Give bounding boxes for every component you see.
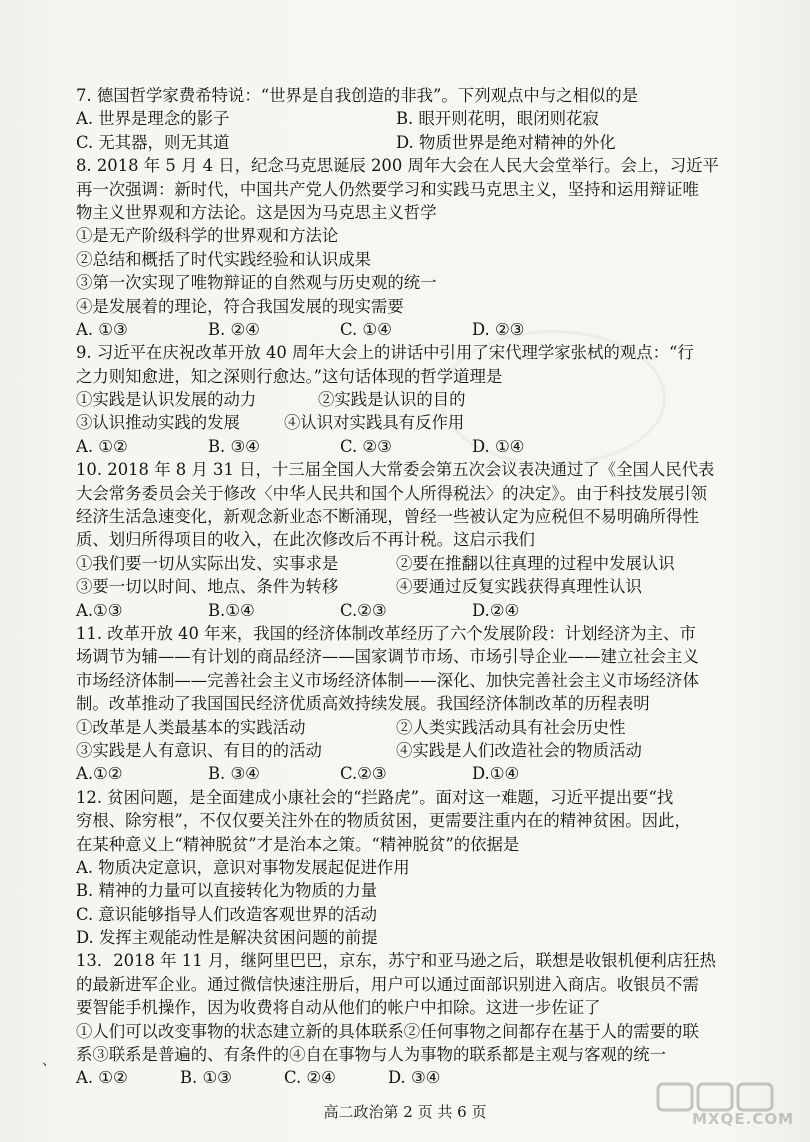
- q8-item-1: ①是无产阶级科学的世界观和方法论: [76, 226, 339, 246]
- q9-option-b: B. ③④: [208, 436, 260, 456]
- q11-stem-line-3: 市场经济体制——完善社会主义市场经济体制——深化、加快完善社会主义市场经济体: [76, 670, 699, 690]
- q9-item-3: ③认识推动实践的发展: [76, 413, 240, 433]
- q11-item-1: ①改革是人类最基本的实践活动: [76, 717, 306, 737]
- q7-option-a: A. 世界是理念的影子: [76, 109, 230, 129]
- q11-option-b: B. ③④: [208, 764, 260, 784]
- q9-option-a: A. ①②: [76, 436, 128, 456]
- q9-option-c: C. ②③: [340, 436, 392, 456]
- q7-options-row-1: [76, 107, 776, 130]
- q8-options: [76, 318, 776, 341]
- q10-stem-line-2: 大会常务委员会关于修改〈中华人民共和国个人所得税法〉的决定》。由于科技发展引领: [76, 483, 708, 503]
- q10-item-3: ③要一切以时间、地点、条件为转移: [76, 577, 339, 597]
- q8-item-3: ③第一次实现了唯物辩证的自然观与历史观的统一: [76, 273, 437, 293]
- q13-stem-line-4: ①人们可以改变事物的状态建立新的具体联系②任何事物之间都存在基于人的需要的联: [76, 1021, 699, 1041]
- q10-stem-line-4: 质、划归所得项目的收入，在此次修改后不再计税。这启示我们: [76, 530, 535, 550]
- q11-items-row-1: [76, 716, 776, 739]
- q8-option-c: C. ①④: [340, 319, 392, 339]
- q12-stem-line-3: 在某种意义上“精神脱贫”才是治本之策。“精神脱贫”的依据是: [76, 834, 520, 854]
- q11-stem-line-2: 场调节为辅——有计划的商品经济——国家调节市场、市场引导企业——建立社会主义: [76, 647, 699, 667]
- q7-stem: 7. 德国哲学家费希特说：“世界是自我创造的非我”。下列观点中与之相似的是: [76, 86, 639, 105]
- q11-stem-line-4: 制。改革推动了我国国民经济优质高效持续发展。我国经济体制改革的历程表明: [76, 694, 650, 714]
- q11-item-2: ②人类实践活动具有社会历史性: [396, 717, 626, 737]
- q12-option-a: A. 物质决定意识，意识对事物发展起促进作用: [76, 857, 410, 877]
- q9-item-1: ①实践是认识发展的动力: [76, 390, 257, 410]
- q7-option-b: B. 眼开则花明，眼闭则花寂: [396, 109, 599, 129]
- q8-item-4: ④是发展着的理论，符合我国发展的现实需要: [76, 296, 404, 316]
- q9-stem-line-1: 9. 习近平在庆祝改革开放 40 周年大会上的讲话中引用了宋代理学家张栻的观点：“行: [76, 343, 694, 363]
- q10-stem-line-1: 10. 2018 年 8 月 31 日，十三届全国人大常委会第五次会议表决通过了《全国人民代表: [76, 460, 715, 480]
- q13-option-a: A. ①②: [76, 1068, 128, 1088]
- margin-mark: 、: [42, 1053, 56, 1069]
- q13-option-c: C. ②④: [284, 1068, 336, 1088]
- q12-stem-line-1: 12. 贫困问题，是全面建成小康社会的“拦路虎”。面对这一难题，习近平提出要“找: [76, 787, 674, 807]
- q10-item-1: ①我们要一切从实际出发、实事求是: [76, 553, 339, 573]
- q11-option-a: A.①②: [76, 764, 123, 784]
- q8-stem-line-1: 8. 2018 年 5 月 4 日，纪念马克思诞辰 200 周年大会在人民大会堂举行。会上，习近平: [76, 156, 719, 176]
- q11-option-d: D.①④: [472, 764, 520, 784]
- q7-option-c: C. 无其器，则无其道: [76, 132, 230, 152]
- q12-option-d: D. 发挥主观能动性是解决贫困问题的前提: [76, 928, 378, 948]
- q13-option-b: B. ①③: [180, 1068, 232, 1088]
- q7-options-row-2: [76, 131, 776, 154]
- q13-option-d: D. ③④: [388, 1068, 441, 1088]
- page-footer: 高二政治第 2 页 共 6 页: [323, 1103, 487, 1121]
- q13-stem-line-1: 13．2018 年 11 月，继阿里巴巴，京东，苏宁和亚马逊之后，联想是收银机便利店狂热: [76, 951, 716, 971]
- q8-stem-line-3: 物主义世界观和方法论。这是因为马克思主义哲学: [76, 202, 437, 222]
- q8-stem-line-2: 再一次强调：新时代，中国共产党人仍然要学习和实践马克思主义，坚持和运用辩证唯: [76, 179, 699, 199]
- q9-item-2: ②实践是认识的目的: [318, 390, 466, 410]
- q7-option-d: D. 物质世界是绝对精神的外化: [396, 132, 616, 152]
- q11-item-4: ④实践是人们改造社会的物质活动: [396, 740, 642, 760]
- q10-option-a: A.①③: [76, 600, 123, 620]
- q11-option-c: C.②③: [340, 764, 387, 784]
- q10-option-c: C.②③: [340, 600, 387, 620]
- q10-option-d: D.②④: [472, 600, 520, 620]
- q13-stem-line-5: 系③联系是普遍的、有条件的④自在事物与人为事物的联系都是主观与客观的统一: [76, 1045, 667, 1065]
- q11-options: [76, 762, 776, 785]
- q13-stem-line-2: 的最新进军企业。通过微信快速注册后，用户可以通过面部识别进入商店。收银员不需: [76, 974, 699, 994]
- q9-option-d: D. ①④: [472, 436, 525, 456]
- q9-item-4: ④认识对实践具有反作用: [284, 413, 465, 433]
- q8-option-d: D. ②③: [472, 319, 525, 339]
- q10-item-2: ②要在推翻以往真理的过程中发展认识: [396, 553, 675, 573]
- q9-stem-line-2: 之力则知愈进，知之深则行愈达。”这句话体现的哲学道理是: [76, 366, 503, 386]
- q10-items-row-1: [76, 552, 776, 575]
- q12-option-c: C. 意识能够指导人们改造客观世界的活动: [76, 904, 378, 924]
- q10-option-b: B.①④: [208, 600, 255, 620]
- site-watermark: [654, 1080, 804, 1136]
- q9-items-row-1: [76, 388, 776, 411]
- q10-items-row-2: [76, 575, 776, 598]
- q11-items-row-2: [76, 739, 776, 762]
- q10-item-4: ④要通过反复实践获得真理性认识: [396, 577, 642, 597]
- q13-stem-line-3: 要智能手机操作，因为收费将自动从他们的帐户中扣除。这进一步佐证了: [76, 998, 601, 1018]
- watermark-text: MXQE.COM: [692, 1110, 794, 1128]
- q9-options: [76, 435, 776, 458]
- q11-item-3: ③实践是人有意识、有目的的活动: [76, 740, 322, 760]
- q9-items-row-2: [76, 411, 776, 434]
- q8-option-a: A. ①③: [76, 319, 128, 339]
- q8-item-2: ②总结和概括了时代实践经验和认识成果: [76, 249, 372, 269]
- q11-stem-line-1: 11. 改革开放 40 年来，我国的经济体制改革经历了六个发展阶段：计划经济为主、市: [76, 623, 696, 643]
- q12-stem-line-2: 穷根、除穷根”，不仅仅要关注外在的物质贫困，更需要注重内在的精神贫困。因此，: [76, 811, 691, 831]
- q10-options: [76, 599, 776, 622]
- page-content: [76, 84, 776, 1090]
- q8-option-b: B. ②④: [208, 319, 260, 339]
- q12-option-b: B. 精神的力量可以直接转化为物质的力量: [76, 881, 378, 901]
- q10-stem-line-3: 经济生活急速变化，新观念新业态不断涌现，曾经一些被认定为应税但不易明确所得性: [76, 507, 699, 527]
